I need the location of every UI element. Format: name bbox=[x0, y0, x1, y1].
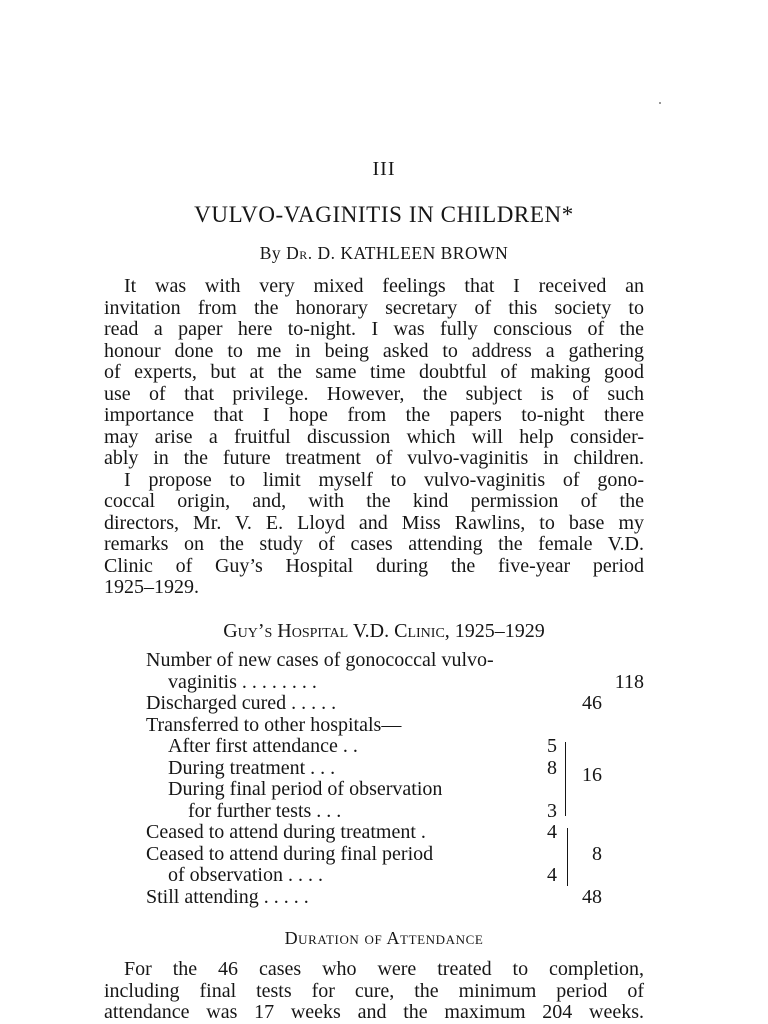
table-row-label: Ceased to attend during treatment . bbox=[146, 821, 426, 843]
paragraph-1-line-1: It was with very mixed feelings that I received an bbox=[124, 275, 644, 297]
paragraph-1-line-6: use of that privilege. However, the subject is of such bbox=[104, 382, 644, 405]
section-2-line-1: For the 46 cases who were treated to completion, bbox=[124, 958, 644, 980]
table-total-value: 48 bbox=[582, 885, 602, 908]
table-row-label: of observation . . . . bbox=[168, 864, 323, 886]
ceased-subtotal: 8 bbox=[592, 842, 602, 865]
table-row-label: After first attendance . . bbox=[168, 735, 358, 757]
page-speck bbox=[659, 102, 661, 104]
table-count-value: 4 bbox=[547, 821, 557, 843]
table-row-label: for further tests . . . bbox=[188, 799, 342, 822]
paragraph-2-line-2: coccal origin, and, with the kind permission of the bbox=[104, 490, 644, 512]
paragraph-1-line-4: honour done to me in being asked to address a gathering bbox=[104, 339, 644, 362]
paragraph-1-line-5: of experts, but at the same time doubtful of making good bbox=[104, 361, 644, 383]
table-title: Guy’s Hospital V.D. Clinic, 1925–1929 bbox=[223, 620, 545, 642]
author-name: D. KATHLEEN BROWN bbox=[317, 243, 509, 263]
table-row-label: Still attending . . . . . bbox=[146, 885, 309, 908]
table-row-label: Number of new cases of gonococcal vulvo- bbox=[146, 649, 494, 671]
table-count-value: 3 bbox=[547, 799, 557, 822]
paragraph-1-line-3: read a paper here to-night. I was fully conscious of the bbox=[104, 318, 644, 340]
paragraph-2-line-1: I propose to limit myself to vulvo-vaginitis of gono- bbox=[124, 468, 644, 491]
table-count-value: 8 bbox=[547, 756, 557, 779]
table-row-label: vaginitis . . . . . . . . bbox=[168, 670, 317, 693]
paragraph-2-line-4: remarks on the study of cases attending the female V.D. bbox=[104, 533, 644, 555]
author-prefix: Dr. bbox=[286, 243, 313, 263]
section-2-line-2: including final tests for cure, the minimum period of bbox=[104, 979, 644, 1002]
author-by: By bbox=[259, 243, 282, 263]
table-row-label: Discharged cured . . . . . bbox=[146, 692, 337, 714]
paragraph-2-line-6: 1925–1929. bbox=[104, 576, 199, 598]
paragraph-2-line-3: directors, Mr. V. E. Lloyd and Miss Rawlins, to base my bbox=[104, 511, 644, 534]
section-2-line-3: attendance was 17 weeks and the maximum 204 weeks. bbox=[104, 1001, 644, 1023]
table-total-value: 46 bbox=[582, 692, 602, 714]
table-row-label: During treatment . . . bbox=[168, 756, 336, 779]
article-title: VULVO-VAGINITIS IN CHILDREN* bbox=[194, 202, 574, 227]
paragraph-1-line-2: invitation from the honorary secretary of this society to bbox=[104, 296, 644, 319]
author-line bbox=[0, 243, 768, 264]
table-row-label: Transferred to other hospitals— bbox=[146, 713, 402, 736]
ceased-brace bbox=[561, 828, 568, 886]
table-row-label: Ceased to attend during final period bbox=[146, 842, 434, 865]
section-heading: Duration of Attendance bbox=[284, 928, 484, 948]
transferred-subtotal: 16 bbox=[582, 764, 602, 786]
paragraph-2-line-5: Clinic of Guy’s Hospital during the five-year period bbox=[104, 554, 644, 577]
table-count-value: 5 bbox=[547, 735, 557, 757]
paragraph-1-line-9: ably in the future treatment of vulvo-vaginitis in children. bbox=[104, 447, 644, 469]
table-row-label: During final period of observation bbox=[168, 778, 443, 800]
section-number: III bbox=[372, 158, 396, 180]
transferred-brace bbox=[559, 742, 566, 816]
table-count-value: 4 bbox=[547, 864, 557, 886]
table-total-value: 118 bbox=[614, 670, 644, 693]
paragraph-1-line-7: importance that I hope from the papers to-night there bbox=[104, 404, 644, 426]
paragraph-1-line-8: may arise a fruitful discussion which will help consider- bbox=[104, 425, 644, 448]
